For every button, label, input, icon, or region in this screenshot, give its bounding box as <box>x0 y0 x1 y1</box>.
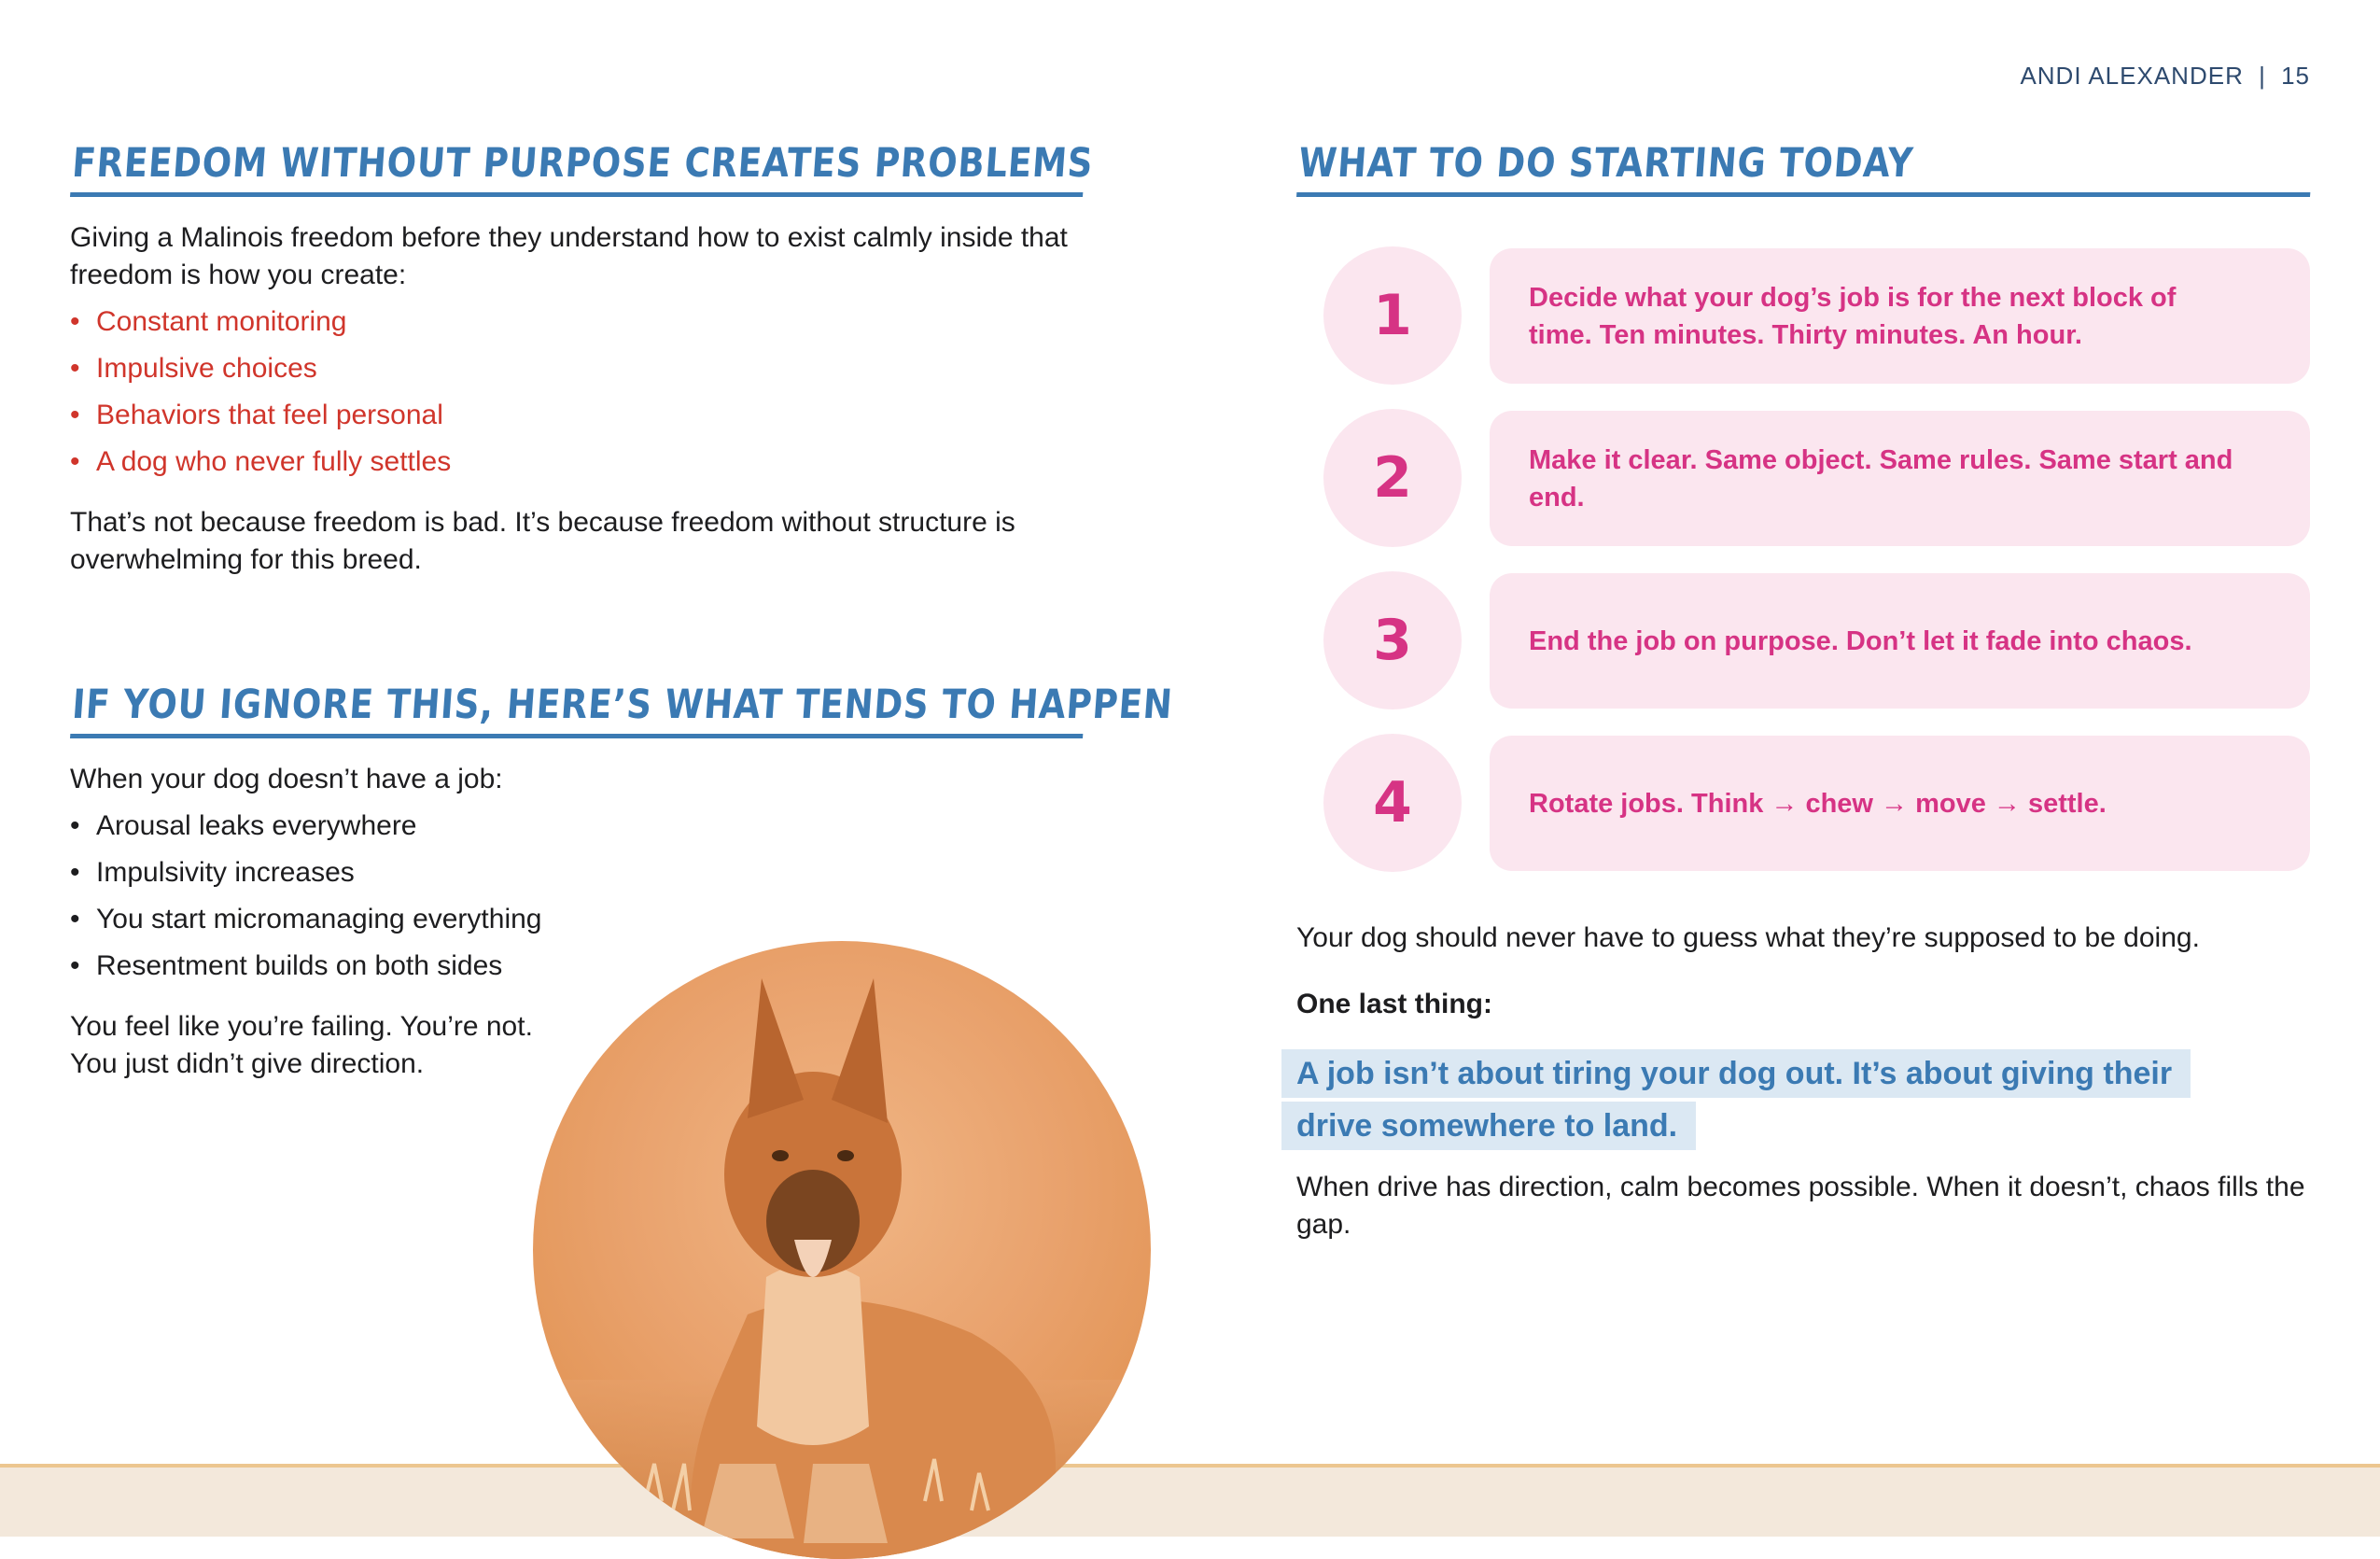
page-number: 15 <box>2281 62 2310 90</box>
step-1 <box>1296 246 2310 385</box>
step-box <box>1490 573 2310 709</box>
step-number: 2 <box>1323 409 1462 547</box>
quote-line: A job isn’t about tiring your dog out. It’s about giving their <box>1281 1049 2191 1098</box>
quote-line: drive somewhere to land. <box>1281 1102 1696 1150</box>
list-item: • Impulsivity increases <box>70 857 355 888</box>
list-item: • Impulsive choices <box>70 353 317 384</box>
section-heading: IF YOU IGNORE THIS, HERE’S WHAT TENDS TO HAPPEN <box>70 681 1086 738</box>
page-header <box>2020 62 2310 91</box>
step-text: Decide what your dog’s job is for the next block of time. Ten minutes. Thirty minutes. An hour. <box>1529 282 2177 350</box>
list-item: • You start micromanaging everything <box>70 904 542 934</box>
step-box <box>1490 736 2310 871</box>
dog-illustration <box>533 941 1151 1559</box>
list-item: • Arousal leaks everywhere <box>70 810 417 841</box>
step-2 <box>1296 409 2310 547</box>
closing-text: When drive has direction, calm becomes possible. When it doesn’t, chaos fills the gap. <box>1296 1172 2305 1240</box>
section-intro: Giving a Malinois freedom before they understand how to exist calmly inside that freedom is how you create: <box>70 222 1068 290</box>
dog-photo <box>533 941 1151 1559</box>
footer-band <box>0 1464 2380 1537</box>
step-box <box>1490 248 2310 384</box>
guidance-note: Your dog should never have to guess what they’re supposed to be doing. <box>1296 922 2200 953</box>
section-heading: FREEDOM WITHOUT PURPOSE CREATES PROBLEMS <box>70 140 1086 197</box>
step-4 <box>1296 734 2310 872</box>
section-today <box>1296 140 2310 197</box>
header-separator: | <box>2259 62 2266 90</box>
problem-list <box>70 299 1083 485</box>
section-heading: WHAT TO DO STARTING TODAY <box>1296 140 2314 197</box>
section-outro: That’s not because freedom is bad. It’s because freedom without structure is overwhelming for this breed. <box>70 507 1015 575</box>
step-number: 1 <box>1323 246 1462 385</box>
step-3 <box>1296 571 2310 709</box>
list-item: • Behaviors that feel personal <box>70 400 443 430</box>
step-text: Rotate jobs. Think → chew → move → settle. <box>1529 788 2107 819</box>
step-text: Make it clear. Same object. Same rules. Same start and end. <box>1529 444 2233 513</box>
step-box <box>1490 411 2310 546</box>
list-item: • Constant monitoring <box>70 306 347 337</box>
section-freedom <box>70 140 1096 579</box>
step-number: 4 <box>1323 734 1462 872</box>
last-thing-label: One last thing: <box>1296 989 1492 1019</box>
step-number: 3 <box>1323 571 1462 709</box>
list-item: • A dog who never fully settles <box>70 446 452 477</box>
author-name: ANDI ALEXANDER <box>2020 62 2244 90</box>
section-outro: You feel like you’re failing. You’re not. You just didn’t give direction. <box>70 1011 533 1079</box>
list-item: • Resentment builds on both sides <box>70 950 503 981</box>
section-intro: When your dog doesn’t have a job: <box>70 764 503 794</box>
step-text: End the job on purpose. Don’t let it fade into chaos. <box>1529 625 2192 656</box>
highlight-quote <box>1281 1049 2295 1150</box>
